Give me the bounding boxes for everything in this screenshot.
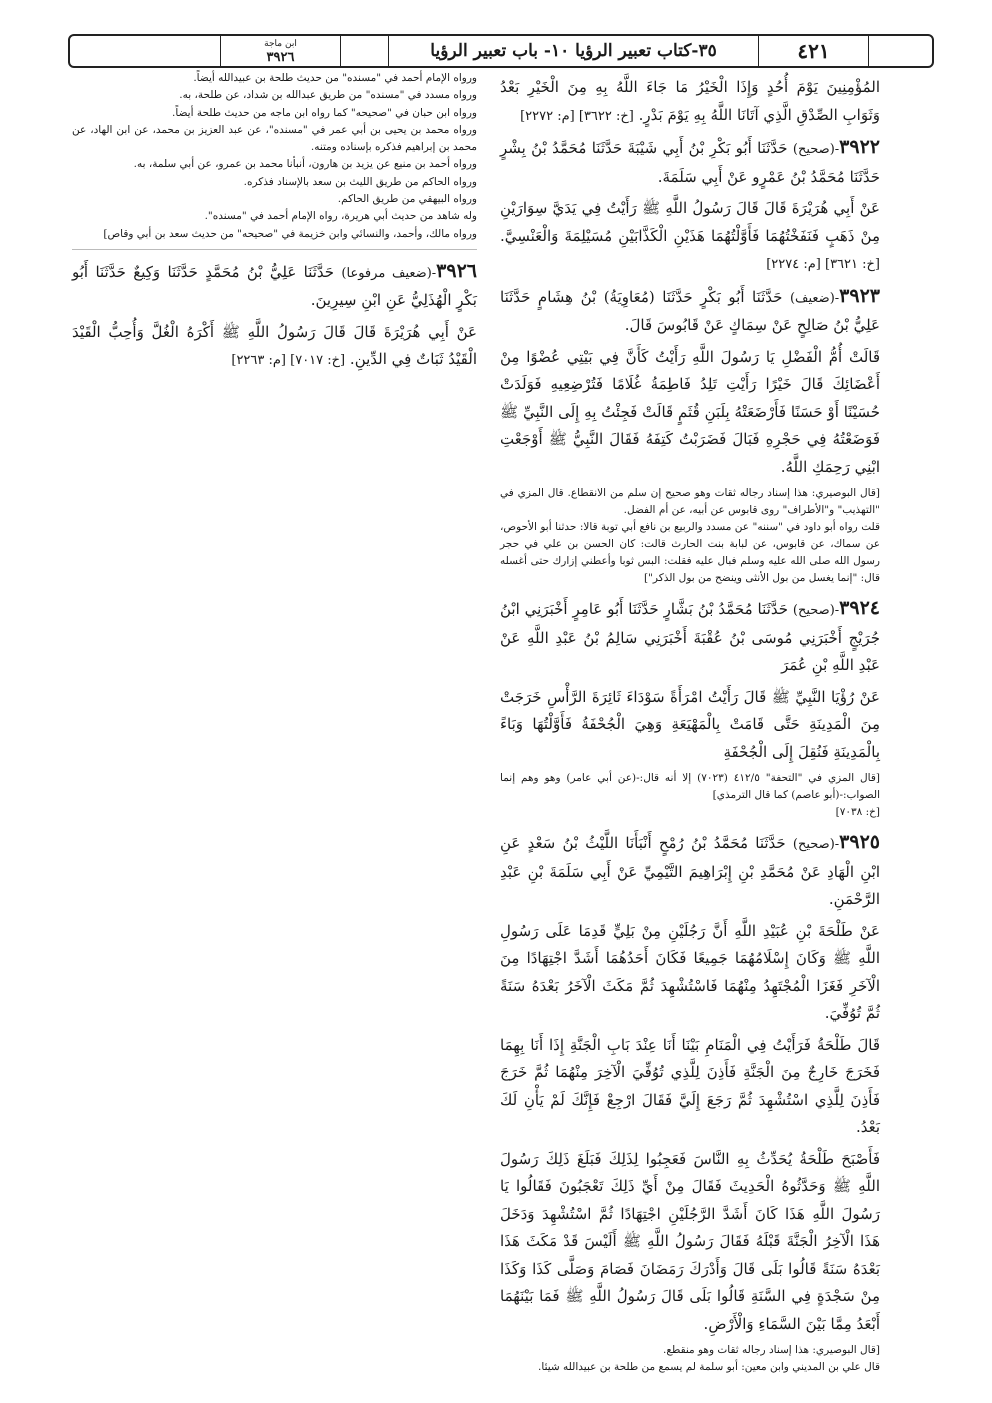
hadith-isnad: حَدَّثَنَا أَبُو بَكْرِ بْنُ أَبِي شَيْبَةَ حَدَّثَنَا مُحَمَّدُ بْنُ بِشْرٍ حَدَّثَنَا مُحَمَّدُ بْنُ عَمْرٍو عَنْ أَبِي سَلَمَةَ. (500, 139, 880, 186)
note-line: [خ: ٧٠٣٨] (835, 806, 880, 818)
hadith-ref: [خ: ٧٠١٧] [م: ٢٢٦٣] (231, 353, 346, 369)
footnotes-block (72, 70, 477, 243)
hadith-paragraph: عَنْ طَلْحَةَ بْنِ عُبَيْدِ اللَّهِ أَنَّ رَجُلَيْنِ مِنْ بَلِيٍّ قَدِمَا عَلَى رَسُولِ اللَّهِ ﷺ وَكَانَ إِسْلَامُهُمَا جَمِيعًا فَكَانَ أَحَدُهُمَا أَشَدَّ اجْتِهَادًا مِنَ الْآخَرِ فَغَزَا الْمُجْتَهِدُ مِنْهُمَا فَاسْتُشْهِدَ ثُمَّ مَكَثَ الْآخَرُ بَعْدَهُ سَنَةً ثُمَّ تُوُفِّيَ. (500, 921, 880, 1022)
hadith-matn: عَنْ رُؤْيَا النَّبِيِّ ﷺ قَالَ رَأَيْتُ امْرَأَةً سَوْدَاءَ ثَائِرَةَ الرَّأْسِ خَرَجَتْ مِنَ الْمَدِينَةِ حَتَّى قَامَتْ بِالْمَهْيَعَةِ وَهِيَ الْجُحْفَةُ فَأَوَّلْتُهَا وَبَاءً بِالْمَدِينَةِ فَنُقِلَ إِلَى الْجُحْفَةِ (500, 687, 880, 761)
hadith-number: ٣٩٢٣ (839, 284, 880, 307)
hadith-grade: -(ضعيف) (789, 290, 840, 306)
reference-hadith-number: ٣٩٢٦ (266, 50, 295, 65)
hadith-matn: قَالَتْ أُمُّ الْفَضْلِ يَا رَسُولَ اللَّهِ رَأَيْتُ كَأَنَّ فِي بَيْتِي عُضْوًا مِنْ أَعْضَائِكَ قَالَ خَيْرًا رَأَيْتِ تَلِدُ فَاطِمَةُ غُلَامًا فَتُرْضِعِيهِ فَوَلَدَتْ حُسَيْنًا أَوْ حَسَنًا فَأَرْضَعَتْهُ بِلَبَنِ قُثَمٍ قَالَتْ فَجِئْتُ بِهِ إِلَى النَّبِيِّ ﷺ فَوَضَعْتُهُ فِي حَجْرِهِ فَبَالَ فَضَرَبْتُ كَتِفَهُ فَقَالَ النَّبِيُّ ﷺ أَوْجَعْتِ ابْنِي رَحِمَكِ اللَّهُ. (500, 347, 880, 476)
footnote-line: ورواه الحاكم من طريق الليث بن سعد بالإسناد فذكره. (243, 175, 477, 188)
continuation-ref: [خ: ٣٦٢٢] [م: ٢٢٧٢] (520, 108, 634, 124)
hadith-3926 (72, 258, 477, 375)
note-line: [قال المزي في "التحفة" ٤١٢/٥ (٧٠٢٣) إلا أنه قال:-(عن أبي عامر) وهو وهم إنما الصواب:-(أبو عاصم) كما قال الترمذي] (500, 772, 880, 801)
hadith-grade: -(صحيح) (792, 142, 840, 157)
commentary-note-3923 (500, 485, 880, 587)
footnote-line: ورواه أحمد بن منيع عن يزيد بن هارون، أنبأنا محمد بن عمرو، عن أبي سلمة، به. (133, 158, 477, 171)
footnote-line: ورواه مالك، وأحمد، والنسائي وابن خزيمة في "صحيحه" من حديث سعد بن أبي وقاص] (103, 227, 477, 240)
note-line: قال علي بن المديني وابن معين: أبو سلمة لم يسمع من طلحة بن عبيدالله شيئا. (538, 1361, 880, 1373)
hadith-isnad: حَدَّثَنَا مُحَمَّدُ بْنُ بَشَّارٍ حَدَّثَنَا أَبُو عَامِرٍ أَخْبَرَنِي ابْنُ جُرَيْجٍ أَخْبَرَنِي مُوسَى بْنُ عُقْبَةَ أَخْبَرَنِي سَالِمُ بْنُ عَبْدِ اللَّهِ عَنْ عَبْدِ اللَّهِ بْنِ عُمَرَ (500, 600, 880, 674)
header-blank-middle (340, 36, 388, 66)
hadith-grade: -(صحيح) (792, 603, 840, 618)
hadith-3923 (500, 283, 880, 482)
hadith-number: ٣٩٢٤ (839, 597, 880, 619)
hadith-3922 (500, 134, 880, 279)
main-text-column (500, 74, 880, 1384)
commentary-note-3925 (500, 1342, 880, 1376)
hadith-matn: عَنْ أَبِي هُرَيْرَةَ قَالَ قَالَ رَسُولُ اللَّهِ ﷺ أَكْرَهُ الْغُلَّ وَأُحِبُّ الْقَيْدَ الْقَيْدُ ثَبَاتٌ فِي الدِّينِ. (72, 322, 477, 369)
footnote-line: ورواه ابن حبان في "صحيحه" كما رواه ابن ماجه من حديث طلحة أيضاً. (172, 106, 477, 119)
hadith-3925 (500, 829, 880, 1338)
header-blank-left (70, 36, 220, 66)
note-line: [قال البوصيري: هذا إسناد رجاله ثقات وهو منقطع. (663, 1344, 880, 1356)
hadith-isnad: حَدَّثَنَا أَبُو بَكْرٍ حَدَّثَنَا (مُعَاوِيَةُ) بْنُ هِشَامٍ حَدَّثَنَا عَلِيُّ بْنُ صَالِحٍ عَنْ سِمَاكٍ عَنْ قَابُوسَ قَالَ. (500, 287, 880, 334)
hadith-isnad: حَدَّثَنَا عَلِيُّ بْنُ مُحَمَّدٍ حَدَّثَنَا وَكِيعٌ حَدَّثَنَا أَبُو بَكْرٍ الْهُذَلِيُّ عَنِ ابْنِ سِيرِينَ. (72, 262, 477, 310)
hadith-paragraph: فَأَصْبَحَ طَلْحَةُ يُحَدِّثُ بِهِ النَّاسَ فَعَجِبُوا لِذَلِكَ فَبَلَغَ ذَلِكَ رَسُولَ اللَّهِ ﷺ وَحَدَّثُوهُ الْحَدِيثَ فَقَالَ مِنْ أَيِّ ذَلِكَ تَعْجَبُونَ فَقَالُوا يَا رَسُولَ اللَّهِ هَذَا كَانَ أَشَدَّ الرَّجُلَيْنِ اجْتِهَادًا ثُمَّ اسْتُشْهِدَ وَدَخَلَ هَذَا الْآخِرُ الْجَنَّةَ قَبْلَهُ فَقَالَ رَسُولُ اللَّهِ ﷺ أَلَيْسَ قَدْ مَكَثَ هَذَا بَعْدَهُ سَنَةً قَالُوا بَلَى قَالَ وَأَدْرَكَ رَمَضَانَ فَصَامَ وَصَلَّى كَذَا وَكَذَا مِنْ سَجْدَةٍ فِي السَّنَةِ قَالُوا بَلَى قَالَ رَسُولُ اللَّهِ ﷺ فَمَا بَيْنَهُمَا أَبْعَدُ مِمَّا بَيْنَ السَّمَاءِ وَالْأَرْضِ. (500, 1149, 880, 1333)
hadith-number: ٣٩٢٦ (436, 259, 477, 282)
continuation-text: المُؤْمِنِينَ يَوْمَ أُحُدٍ وَإِذَا الْخَيْرُ مَا جَاءَ اللَّهُ بِهِ مِنَ الْخَيْرِ بَعْدُ وَثَوَابِ الصِّدْقِ الَّذِي آتَانَا اللَّهُ بِهِ يَوْمَ بَدْرٍ. (500, 78, 880, 124)
footnote-line: ورواه مسدد في "مسنده" من طريق عبدالله بن شداد، عن طلحة، به. (179, 89, 477, 102)
reference-book-label: ابن ماجة (264, 39, 297, 49)
hadith-ref: [خ: ٣٦٢١] [م: ٢٢٧٤] (766, 257, 880, 272)
hadith-3924 (500, 595, 880, 766)
hadith-number: ٣٩٢٥ (839, 831, 880, 853)
hadith-paragraph: قَالَ طَلْحَةُ فَرَأَيْتُ فِي الْمَنَامِ بَيْنَا أَنَا عِنْدَ بَابِ الْجَنَّةِ إِذَا أَنَا بِهِمَا فَخَرَجَ خَارِجٌ مِنَ الْجَنَّةِ فَأَذِنَ لِلَّذِي تُوُفِّيَ الْآخِرَ مِنْهُمَا ثُمَّ خَرَجَ فَأَذِنَ لِلَّذِي اسْتُشْهِدَ ثُمَّ رَجَعَ إِلَيَّ فَقَالَ ارْجِعْ فَإِنَّكَ لَمْ يَأْنِ لَكَ بَعْدُ. (500, 1035, 880, 1136)
header-blank-right (868, 36, 932, 66)
hadith-grade: -(صحيح) (792, 837, 840, 852)
hadith-matn: عَنْ أَبِي هُرَيْرَةَ قَالَ قَالَ رَسُولُ اللَّهِ ﷺ رَأَيْتُ فِي يَدَيَّ سِوَارَيْنِ مِنْ ذَهَبٍ فَنَفَخْتُهُمَا فَأَوَّلْتُهُمَا هَذَيْنِ الْكَذَّابَيْنِ مُسَيْلِمَةَ وَالْعَنْسِيَّ. (500, 199, 880, 245)
page-header (68, 34, 934, 68)
chapter-title: ٣٥-كتاب تعبير الرؤيا ١٠- باب تعبير الرؤيا (388, 36, 758, 66)
hadith-continuation (500, 74, 880, 130)
footnote-line: وله شاهد من حديث أبي هريرة، رواه الإمام أحمد في "مسنده". (204, 210, 477, 223)
footnote-line: ورواه الإمام أحمد في "مسنده" من حديث طلحة بن عبيدالله أيضاً. (193, 72, 477, 84)
hadith-reference-box (220, 36, 340, 66)
side-text-column (72, 70, 477, 379)
note-line: قلت رواه أبو داود في "سننه" عن مسدد والربيع بن نافع أبي توبة قالا: حدثنا أبو الأحوص، عن سماك، عن قابوس، عن لبابة بنت الحارث قالت: كان الحسن بن علي في حجر رسول الله صلى الله عليه وسلم فبال عليه فقلت: البس ثوبا وأعطني إزارك حتى أغسله قال: "إنما يغسل من بول الأنثى وينضح من بول الذكر"] (500, 521, 880, 584)
hadith-grade: -(ضعيف مرفوعا) (341, 265, 437, 281)
note-line: [قال البوصيري: هذا إسناد رجاله ثقات وهو صحيح إن سلم من الانقطاع. قال المزي في "التهذيب" و"الأطراف" روى قابوس عن أبيه، عن أم الفضل. (500, 487, 880, 516)
hadith-isnad: حَدَّثَنَا مُحَمَّدُ بْنُ رُمْحٍ أَنْبَأَنَا اللَّيْثُ بْنُ سَعْدٍ عَنِ ابْنِ الْهَادِ عَنْ مُحَمَّدِ بْنِ إِبْرَاهِيمَ التَّيْمِيِّ عَنْ أَبِي سَلَمَةَ بْنِ عَبْدِ الرَّحْمَنِ. (500, 834, 880, 908)
commentary-note-3924 (500, 770, 880, 821)
footnote-line: ورواه محمد بن يحيى بن أبي عمر في "مسنده"، عن عبد العزيز بن محمد، عن ابن الهاد، عن محمد بن إبراهيم فذكره بإسناده ومتنه. (72, 123, 477, 154)
page-number: ٤٢١ (758, 36, 868, 66)
footnote-line: ورواه البيهقي من طريق الحاكم. (337, 193, 477, 206)
hadith-number: ٣٩٢٢ (839, 136, 880, 158)
divider (72, 249, 477, 250)
